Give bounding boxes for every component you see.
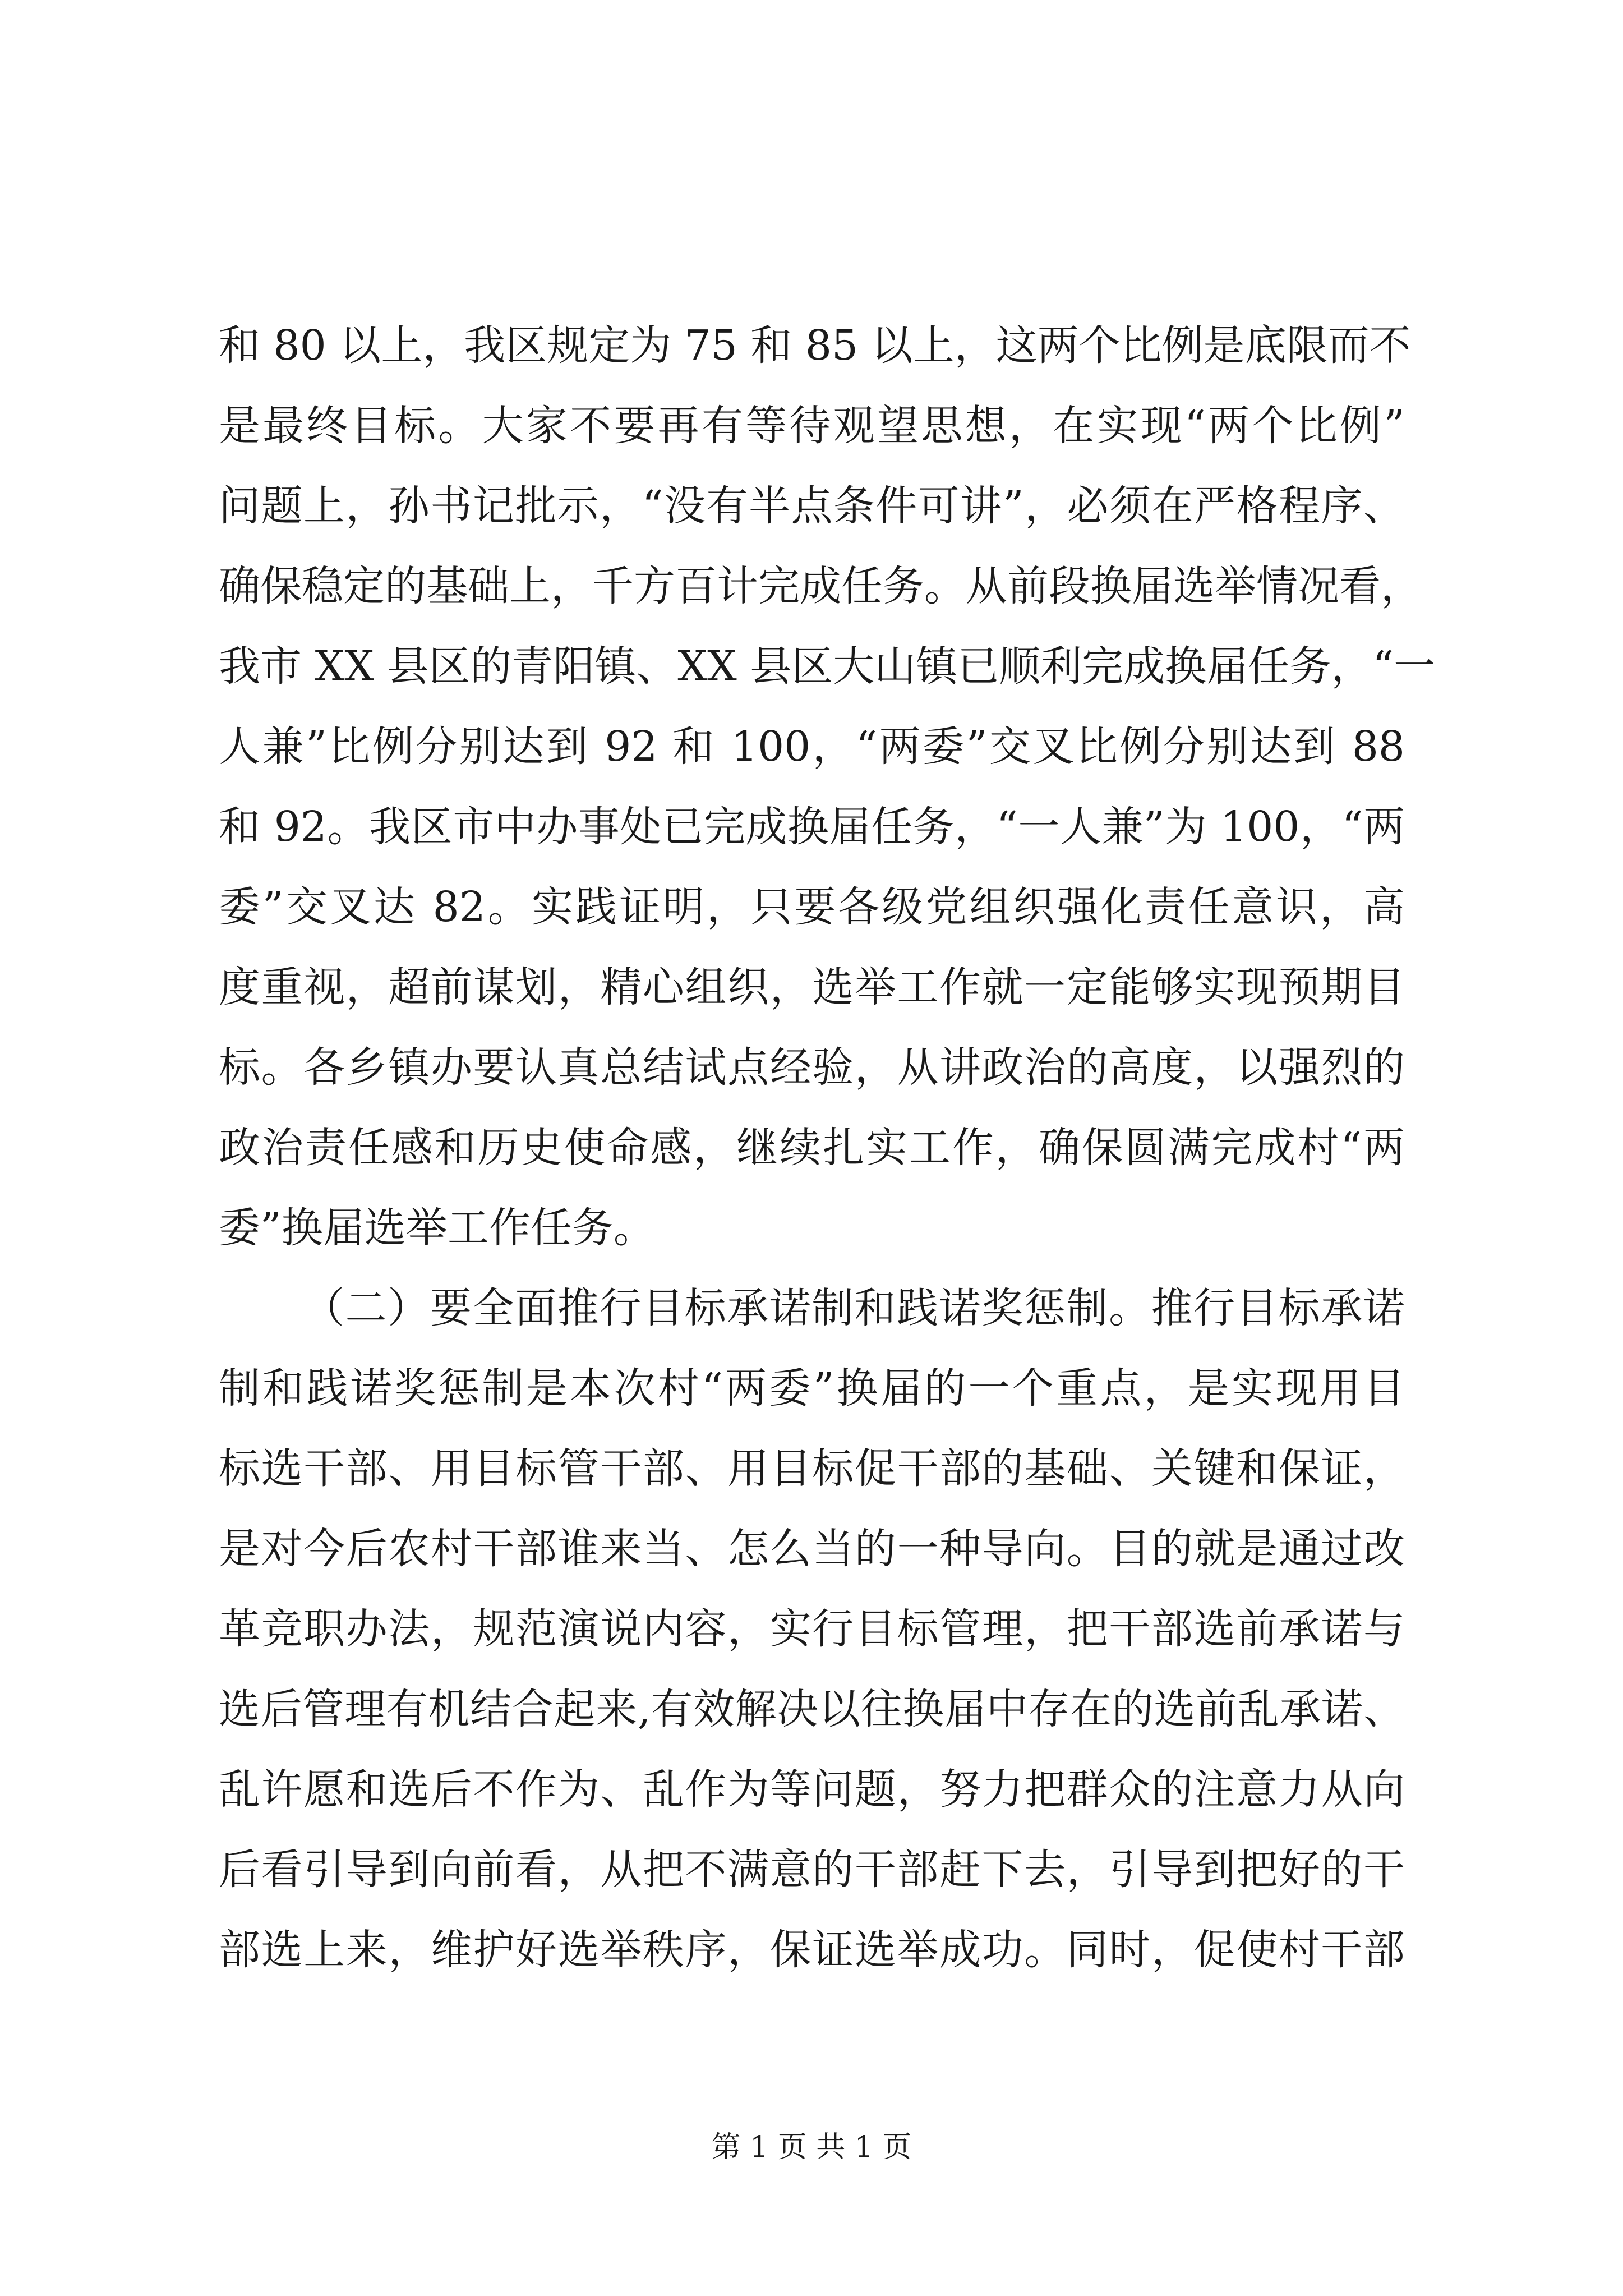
paragraph-2 [219, 1268, 1405, 1990]
text-line: 部选上来，维护好选举秩序，保证选举成功。同时，促使村干部 [219, 1926, 1405, 1974]
text-line: 我市 XX 县区的青阳镇、XX 县区大山镇已顺利完成换届任务，“一 [219, 642, 1436, 691]
text-line: 委”交叉达 82。实践证明，只要各级党组织强化责任意识，高 [219, 883, 1405, 931]
text-line: 乱许愿和选后不作为、乱作为等问题，努力把群众的注意力从向 [219, 1765, 1405, 1814]
document-body [219, 306, 1436, 1990]
text-line: 革竞职办法，规范演说内容，实行目标管理，把干部选前承诺与 [219, 1605, 1405, 1653]
text-line: 后看引导到向前看，从把不满意的干部赶下去，引导到把好的干 [219, 1846, 1405, 1894]
text-line: 标选干部、用目标管干部、用目标促干部的基础、关键和保证， [219, 1444, 1405, 1493]
text-line: 确保稳定的基础上，千方百计完成任务。从前段换届选举情况看， [219, 562, 1422, 610]
text-line: 和 92。我区市中办事处已完成换届任务，“一人兼”为 100，“两 [219, 803, 1405, 851]
text-line: 委”换届选举工作任务。 [219, 1204, 655, 1252]
text-line: 和 80 以上，我区规定为 75 和 85 以上，这两个比例是底限而不 [219, 321, 1411, 370]
text-line: 问题上，孙书记批示，“没有半点条件可讲”，必须在严格程序、 [219, 482, 1405, 530]
text-line: 是对今后农村干部谁来当、怎么当的一种导向。目的就是通过改 [219, 1525, 1405, 1573]
text-line: 标。各乡镇办要认真总结试点经验，从讲政治的高度，以强烈的 [219, 1043, 1405, 1092]
text-line: 政治责任感和历史使命感，继续扎实工作，确保圆满完成村“两 [219, 1124, 1405, 1172]
text-line: 是最终目标。大家不要再有等待观望思想，在实现“两个比例” [219, 402, 1405, 450]
text-line: 人兼”比例分别达到 92 和 100，“两委”交叉比例分别达到 88 [219, 723, 1405, 771]
paragraph-1 [219, 306, 1436, 1268]
text-line: 度重视，超前谋划，精心组织，选举工作就一定能够实现预期目 [219, 963, 1405, 1011]
page-footer: 第 1 页 共 1 页 [711, 2131, 912, 2164]
text-line: 制和践诺奖惩制是本次村“两委”换届的一个重点，是实现用目 [219, 1364, 1405, 1412]
text-line: （二）要全面推行目标承诺制和践诺奖惩制。推行目标承诺 [303, 1284, 1405, 1332]
text-line: 选后管理有机结合起来,有效解决以往换届中存在的选前乱承诺、 [219, 1685, 1405, 1733]
